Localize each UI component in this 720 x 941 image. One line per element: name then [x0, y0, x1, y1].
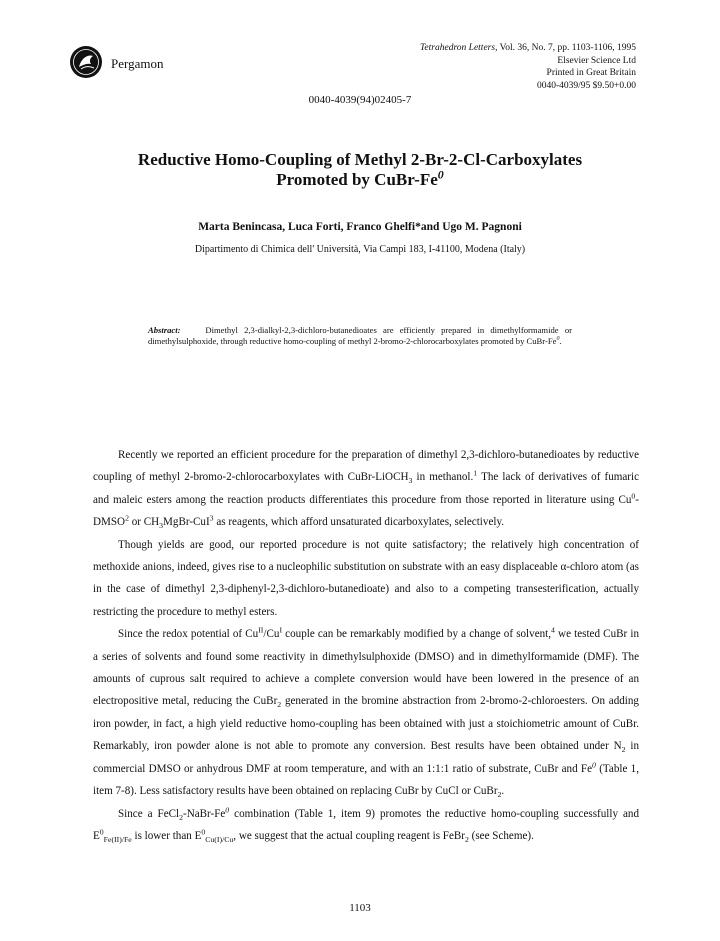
paragraph-4: Since a $FeCl_2-NaBr-Fe^0$ combination (Table 1, item 9) promotes the reductive homo-coupling successfully and $E^0_{Fe(II)/Fe}$ is lower than $E^0_{Cu(I)/Cu}$, we suggest that the actual coupling reagent is FeBr$_2$ (see Scheme). — [93, 804, 639, 845]
body-text — [93, 444, 639, 847]
pergamon-logo — [69, 45, 103, 79]
abstract-text: Dimethyl 2,3-dialkyl-2,3-dichloro-butanedioates are efficiently prepared in dimethylformamide or dimethylsulphoxide, through reductive homo-coupling of methyl 2-bromo-2-chlorocarboxylates promoted by CuBr-Fe — [148, 325, 572, 347]
page-number: 1103 — [349, 902, 371, 914]
abstract: Abstract: Dimethyl 2,3-dialkyl-2,3-dichloro-butanedioates are efficiently prepared in dimethylformamide or dimethylsulphoxide, through reductive homo-coupling of methyl 2-bromo-2-chlorocarboxylates promoted by CuBr-Fe$^0$. — [148, 325, 572, 347]
doi-code: 0040-4039(94)02405-7 — [308, 94, 412, 106]
copyright: Elsevier Science Ltd — [557, 55, 636, 66]
journal-info — [420, 42, 636, 92]
price-code: 0040-4039/95 $9.50+0.00 — [536, 80, 636, 91]
paragraph-1: Recently we reported an efficient procedure for the preparation of dimethyl 2,3-dichloro-butanedioates by reductive coupling of methyl 2-bromo-2-chlorocarboxylates with CuBr-LiOCH$_3$ in methanol.$^1$ The lack of derivatives of fumaric and maleic esters among the reaction products differentiates this procedure from those reported in literature using Cu$^0$-DMSO$^2$ or $CH_3MgBr-CuI^3$ as reagents, which afford unsaturated dicarboxylates, selectively. — [93, 449, 639, 531]
printed-in: Printed in Great Britain — [546, 68, 636, 78]
affiliation: Dipartimento di Chimica dell' Università, Via Campi 183, I-41100, Modena (Italy) — [194, 244, 526, 255]
author-list: Marta Benincasa, Luca Forti, Franco Ghelfi*and Ugo M. Pagnoni — [198, 221, 522, 233]
title-line-2: Promoted by CuBr-Fe$^0$ — [276, 167, 444, 189]
paper-title — [0, 150, 720, 190]
paragraph-3: Since the redox potential of $Cu^{II}/Cu^I$ couple can be remarkably modified by a change of solvent,$^4$ we tested CuBr in a series of solvents and found some reactivity in dimethylsulphoxide (DMSO) and in dimethylformamide (DMF). The amounts of cuprous salt required to achieve a complete conversion would have been lowered in the presence of an electropositive metal, reducing the CuBr$_2$ generated in the bromine abstraction from 2-bromo-2-chloroesters. On adding iron powder, in fact, a high yield reductive homo-coupling has been obtained with just a stoichiometric amount of CuBr. Remarkably, iron powder alone is not able to promote any conversion. Best results have been obtained under $N_2$ in commercial DMSO or anhydrous DMF at room temperature, and with an 1:1:1 ratio of substrate, CuBr and Fe$^0$ (Table 1, item 7-8). Less satisfactory results have been obtained on replacing CuBr by CuCl or CuBr$_2$. — [93, 625, 640, 800]
abstract-label: Abstract: — [148, 325, 181, 335]
title-line-1: Reductive Homo-Coupling of Methyl 2-Br-2-Cl-Carboxylates — [137, 150, 583, 169]
publisher-name: Pergamon — [111, 56, 164, 71]
paragraph-2: Though yields are good, our reported procedure is not quite satisfactory; the relatively high concentration of methoxide anions, indeed, gives rise to a nucleophilic substitution on substrate with an easy displaceable α-chloro atom (as in the case of dimethyl 2,3-diphenyl-2,3-dichloro-butanedioate) and also to a competing transesterification, actually restricting the procedure to methyl esters. — [93, 538, 639, 618]
citation: Tetrahedron Letters, Vol. 36, No. 7, pp. 1103-1106, 1995 — [420, 43, 636, 53]
